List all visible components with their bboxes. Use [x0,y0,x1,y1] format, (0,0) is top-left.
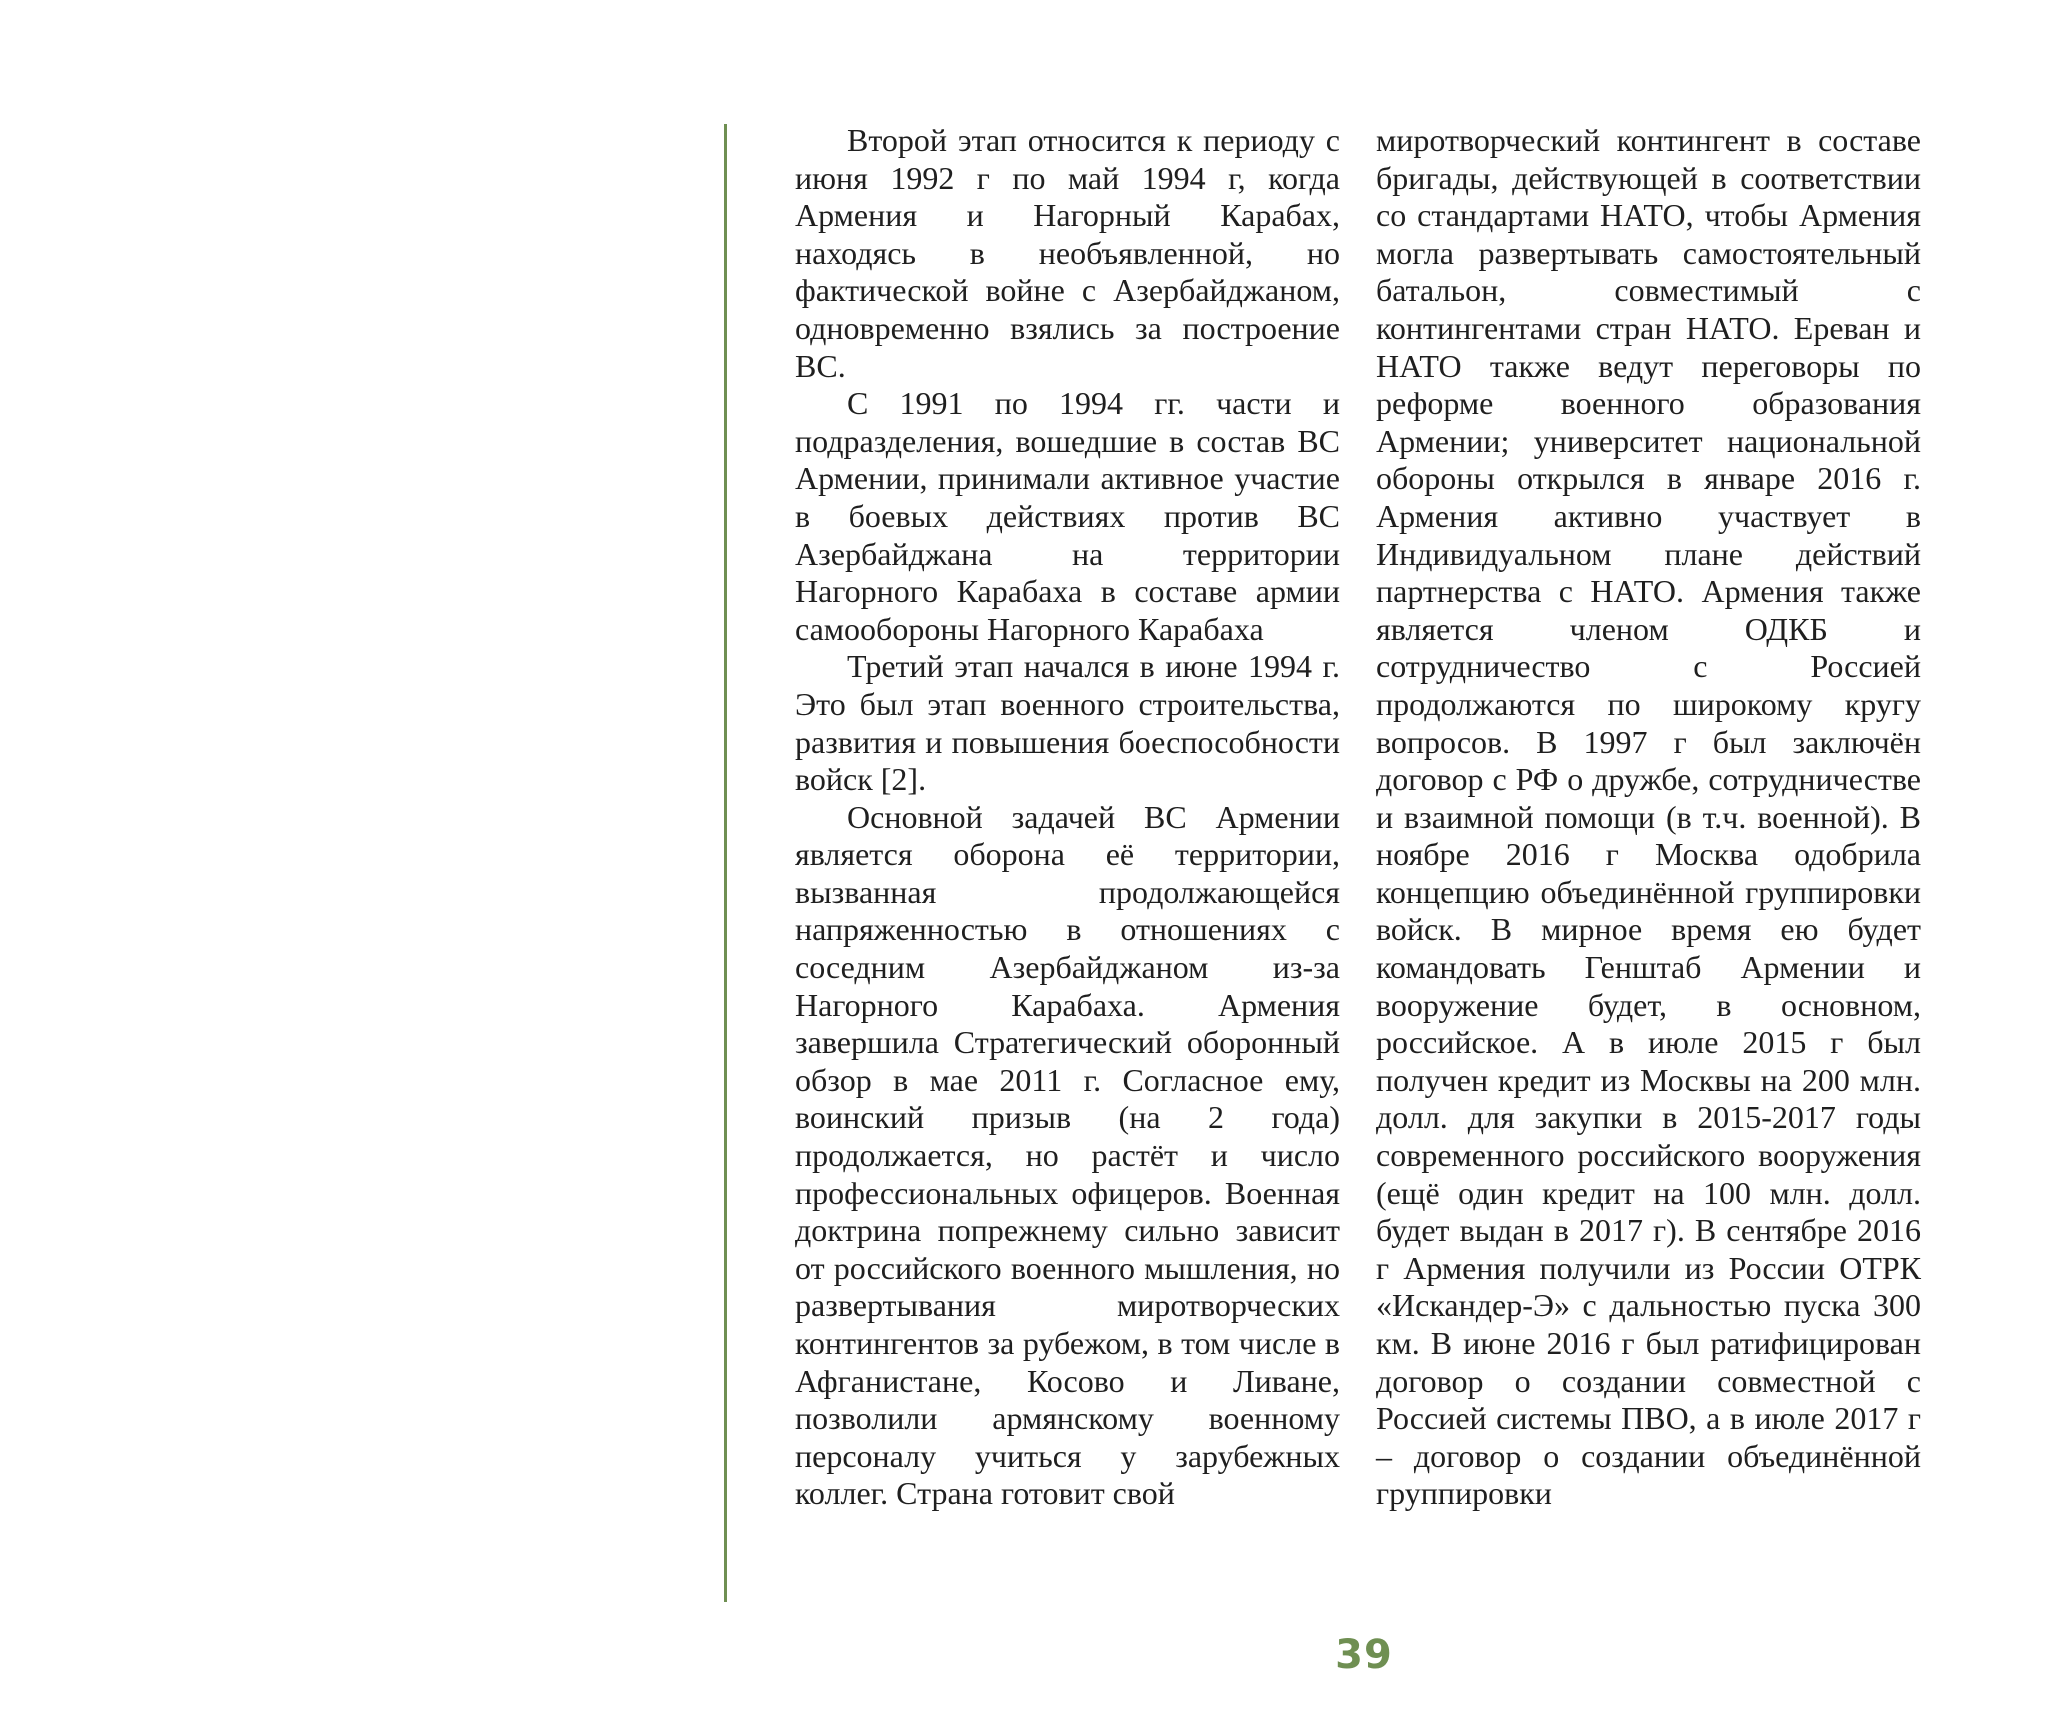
paragraph-main-task: Основной задачей ВС Армении является оборона её территории, вызванная продолжающейся напряженностью в отношениях с соседним Азербайджаном из-за Нагорного Карабаха. Армения завершила Стратегический оборонный обзор в мае 2011 г. Согласное ему, воинский призыв (на 2 года) продолжается, но растёт и число профессиональных офицеров. Военная доктрина попрежнему сильно зависит от российского военного мышления, но развертывания миротворческих контингентов за рубежом, в том числе в Афганистане, Косово и Ливане, позволили армянскому военному персоналу учиться у зарубежных коллег. Страна готовит свой [795,798,1340,1512]
paragraph-stage-three: Третий этап начался в июне 1994 г. Это был этап военного строительства, развития и повышения боеспособности войск [2]. [795,648,1340,798]
paragraph-continuation: миротворческий контингент в составе бригады, действующей в соответствии со стандартами НАТО, чтобы Армения могла развертывать самостоятельный батальон, совместимый с контингентами стран НАТО. Ереван и НАТО также ведут переговоры по реформе военного образования Армении; университет национальной обороны открылся в январе 2016 г. Армения активно участвует в Индивидуальном плане действий партнерства с НАТО. Армения также является членом ОДКБ и сотрудничество с Россией продолжаются по широкому кругу вопросов. В 1997 г был заключён договор с РФ о дружбе, сотрудничестве и взаимной помощи (в т.ч. военной). В ноябре 2016 г Москва одобрила концепцию объединённой группировки войск. В мирное время ею будет командовать Генштаб Армении и вооружение будет, в основном, российское. А в июле 2015 г был получен кредит из Москвы на 200 млн. долл. для закупки в 2015-2017 годы современного российского вооружения (ещё один кредит на 100 млн. долл. будет выдан в 2017 г). В сентябре 2016 г Армения получили из России ОТРК «Искандер-Э» с дальностью пуска 300 км. В июне 2016 г был ратифицирован договор о создании совместной с Россией системы ПВО, а в июле 2017 г – договор о создании объединённой группировки [1376,122,1921,1512]
left-column [795,122,1340,1513]
right-column [1376,122,1921,1513]
page-number: 39 [1335,1632,1393,1678]
paragraph-1991-1994: С 1991 по 1994 гг. части и подразделения, вошедшие в состав ВС Армении, принимали активное участие в боевых действиях против ВС Азербайджана на территории Нагорного Карабаха в составе армии самообороны Нагорного Карабаха [795,385,1340,647]
margin-rule [724,124,727,1602]
paragraph-stage-two: Второй этап относится к периоду с июня 1992 г по май 1994 г, когда Армения и Нагорный Карабах, находясь в необъявленной, но фактической войне с Азербайджаном, одновременно взялись за построение ВС. [795,122,1340,384]
